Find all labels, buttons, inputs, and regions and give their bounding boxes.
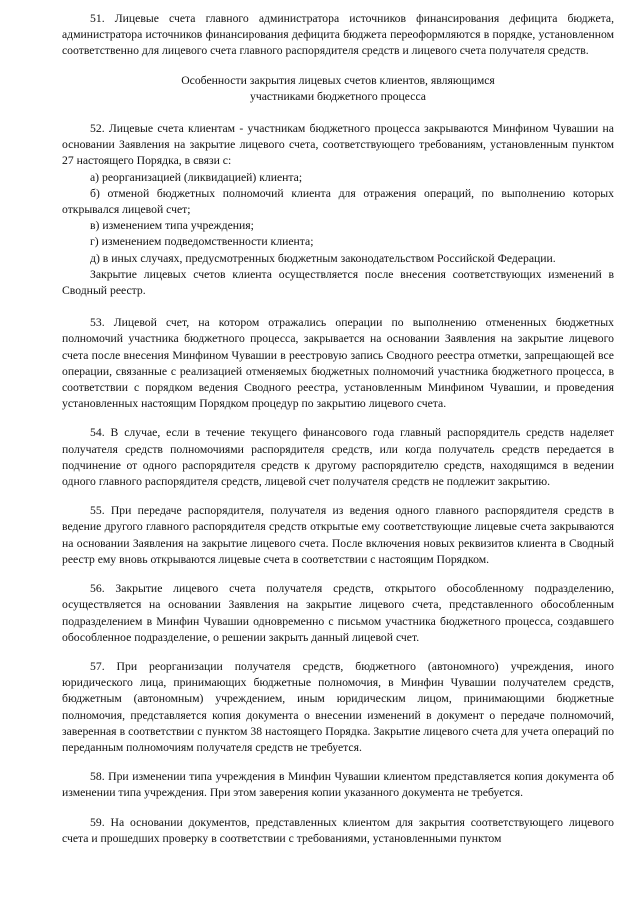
section-heading-line-1: Особенности закрытия лицевых счетов клиентов, являющимся — [181, 73, 495, 87]
paragraph-56: 56. Закрытие лицевого счета получателя средств, открытого обособленному подразделению, осуществляется на основании Заявления на закрытие лицевого счета, представленного обособленным подразделением в Минфин Чувашии одновременно с письмом участника бюджетного процесса, создавшего обособленное подразделение, о решении закрыть данный лицевой счет. — [62, 582, 614, 644]
paragraph-53: 53. Лицевой счет, на котором отражались операции по выполнению отмененных бюджетных полномочий участника бюджетного процесса, закрывается на основании Заявления на закрытие лицевого счета после внесения Минфином Чувашии в реестровую запись Сводного реестра отметки, запрещающей все операции, связанные с реализацией отменяемых бюджетных полномочий участника бюджетного процесса, в соответствии с порядком ведения Сводного реестра, установленным Минфином Чувашии, и проведения установленных настоящим Порядком процедур по закрытию лицевого счета. — [62, 316, 614, 411]
paragraph-51: 51. Лицевые счета главного администратора источников финансирования дефицита бюджета, администратора источников финансирования дефицита бюджета переоформляются в порядке, установленном соответственно для лицевого счета главного распорядителя средств и лицевого счета получателя средств. — [62, 12, 614, 58]
section-heading — [62, 73, 614, 105]
list-item: д) в иных случаях, предусмотренных бюджетным законодательством Российской Федерации. — [90, 251, 556, 265]
paragraph-55: 55. При передаче распорядителя, получателя из ведения одного главного распорядителя средств в ведение другого главного распорядителя средств открытые ему соответствующие лицевые счета закрываются на основании Заявления на закрытие лицевого счета. После включения новых реквизитов клиента в Сводный реестр ему вновь открываются лицевые счета в соответствии с настоящим Порядком. — [62, 504, 614, 566]
paragraph-52: 52. Лицевые счета клиентам - участникам бюджетного процесса закрываются Минфином Чувашии на основании Заявления на закрытие лицевого счета, соответствующего требованиям, установленным пунктом 27 настоящего Порядка, в связи с: — [62, 122, 614, 168]
paragraph-52-list — [62, 170, 614, 267]
paragraph-58: 58. При изменении типа учреждения в Минфин Чувашии клиентом представляется копия документа об изменении типа учреждения. При этом заверения копии указанного документа не требуется. — [62, 770, 614, 800]
paragraph-59: 59. На основании документов, представленных клиентом для закрытия соответствующего лицевого счета и прошедших проверку в соответствии с требованиями, установленными пунктом — [62, 815, 614, 845]
list-item: а) реорганизацией (ликвидацией) клиента; — [90, 170, 303, 184]
paragraph-52-tail: Закрытие лицевых счетов клиента осуществляется после внесения соответствующих изменений в Сводный реестр. — [62, 267, 614, 298]
paragraph-54: 54. В случае, если в течение текущего финансового года главный распорядитель средств наделяет получателя средств полномочиями распорядителя средств, или когда получатель средств передается в подчинение от одного распорядителя средств к другому распорядителю средств, находящимся в ведении одного главного распорядителя средств, лицевой счет получателя средств не подлежит закрытию. — [62, 426, 614, 489]
paragraph-57: 57. При реорганизации получателя средств, бюджетного (автономного) учреждения, иного юридического лица, принимающих бюджетные полномочия, в Минфин Чувашии получателем средств, бюджетным (автономным) учреждением, иным юридическим лицом, принимающими бюджетные полномочия, представляется копия документа о внесении изменений в документ о передаче полномочий, заверенная в соответствии с пунктом 38 настоящего Порядка. Закрытие лицевого счета для учета операций по переданным полномочиям получателя средств не требуется. — [62, 659, 614, 754]
list-item: в) изменением типа учреждения; — [90, 219, 254, 233]
list-item: б) отменой бюджетных полномочий клиента для отражения операций, по выполнению которых открывался лицевой счет; — [62, 186, 614, 217]
section-heading-line-2: участниками бюджетного процесса — [250, 89, 426, 103]
list-item: г) изменением подведомственности клиента; — [90, 235, 314, 249]
